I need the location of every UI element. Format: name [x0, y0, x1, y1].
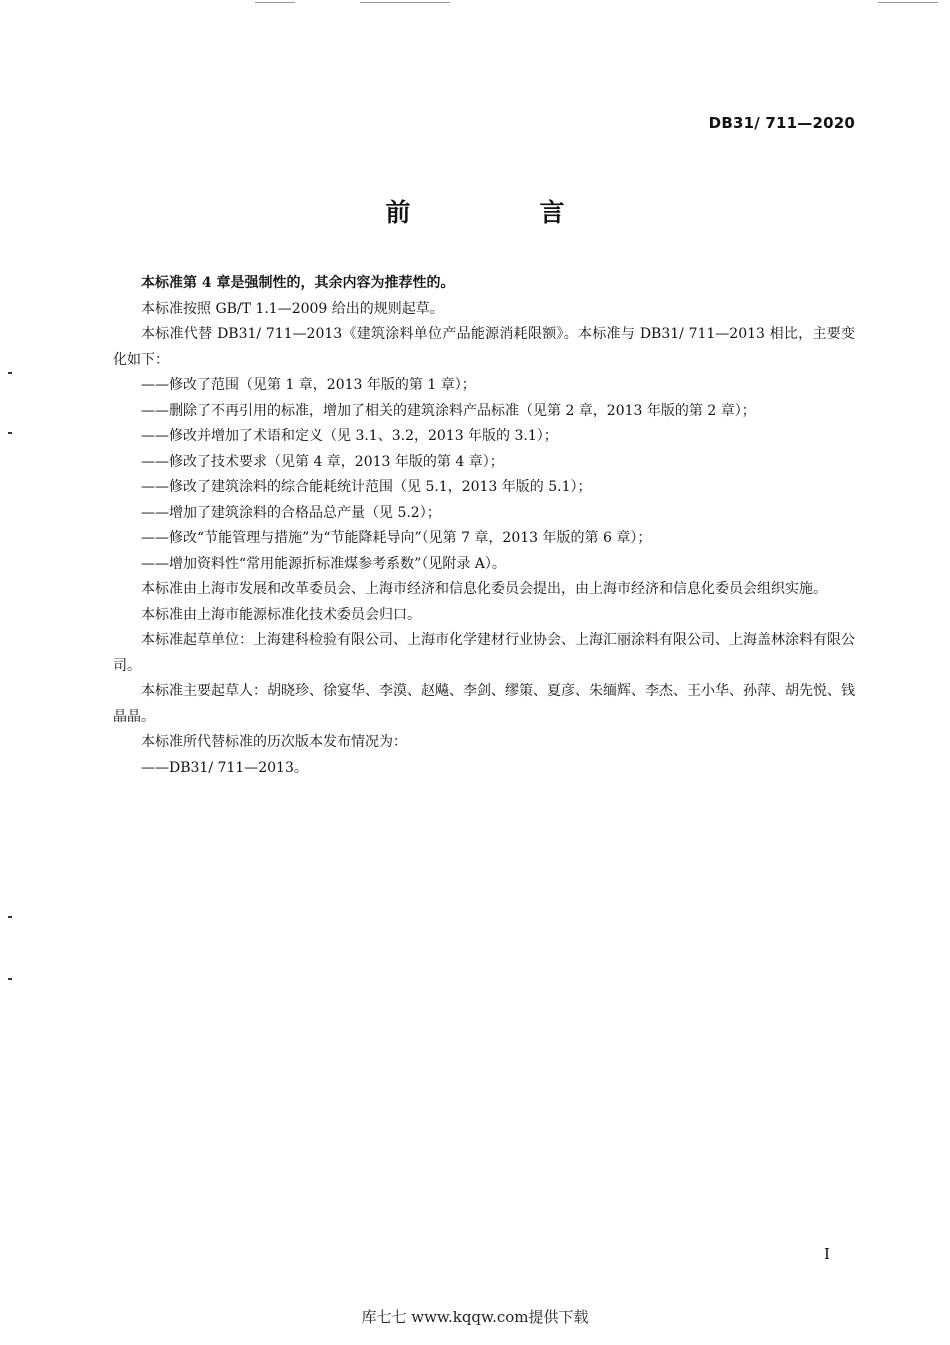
- download-watermark: 库七七 www.kqqw.com提供下载: [361, 1308, 589, 1326]
- page-number: I: [824, 1245, 830, 1263]
- margin-mark: [8, 916, 12, 918]
- change-item: ——增加了建筑涂料的合格品总产量（见 5.2）；: [141, 504, 441, 521]
- change-item: ——修改了范围（见第 1 章，2013 年版的第 1 章）；: [141, 377, 476, 393]
- standard-code: DB31/ 711—2020: [708, 114, 855, 132]
- margin-mark: [8, 372, 12, 374]
- change-item: ——修改并增加了术语和定义（见 3.1、3.2，2013 年版的 3.1）；: [141, 428, 558, 444]
- paragraph-committee: 本标准由上海市能源标准化技术委员会归口。: [141, 606, 421, 623]
- paragraph-replacement: 本标准代替 DB31/ 711—2013《建筑涂料单位产品能源消耗限额》。本标准与 DB31/ 711—2013 相比，主要变化如下：: [113, 326, 855, 368]
- margin-mark: [8, 978, 12, 980]
- change-item: ——修改了技术要求（见第 4 章，2013 年版的第 4 章）；: [141, 453, 504, 470]
- change-item: ——删除了不再引用的标准，增加了相关的建筑涂料产品标准（见第 2 章，2013 年版的第 2 章）；: [141, 402, 756, 419]
- paragraph-drafting-rules: 本标准按照 GB/T 1.1—2009 给出的规则起草。: [141, 300, 444, 317]
- paragraph-drafters: 本标准主要起草人：胡晓珍、徐宴华、李漠、赵飚、李剑、缪策、夏彦、朱缅辉、李杰、王小华、孙萍、胡先悦、钱晶晶。: [113, 683, 855, 725]
- scan-line-top-left: [255, 2, 295, 3]
- change-item: ——增加资料性“常用能源折标准煤参考系数”（见附录 A）。: [141, 555, 506, 572]
- page-title: 前 言: [385, 198, 617, 227]
- change-item: ——修改了建筑涂料的综合能耗统计范围（见 5.1，2013 年版的 5.1）；: [141, 479, 592, 495]
- paragraph-history-intro: 本标准所代替标准的历次版本发布情况为：: [141, 734, 407, 750]
- margin-mark: [8, 432, 12, 434]
- document-body: [113, 271, 855, 781]
- scan-line-top-center: [360, 2, 450, 3]
- paragraph-proposer: 本标准由上海市发展和改革委员会、上海市经济和信息化委员会提出，由上海市经济和信息化委员会组织实施。: [141, 581, 827, 597]
- scan-line-top-right: [878, 2, 938, 3]
- paragraph-history-item: ——DB31/ 711—2013。: [141, 759, 308, 776]
- change-item: ——修改“节能管理与措施”为“节能降耗导向”（见第 7 章，2013 年版的第 6 章）；: [141, 530, 652, 546]
- changes-list: [113, 373, 855, 577]
- paragraph-drafting-units: 本标准起草单位：上海建科检验有限公司、上海市化学建材行业协会、上海汇丽涂料有限公司、上海盖林涂料有限公司。: [113, 632, 855, 674]
- paragraph-mandatory-note: 本标准第 4 章是强制性的，其余内容为推荐性的。: [141, 275, 455, 291]
